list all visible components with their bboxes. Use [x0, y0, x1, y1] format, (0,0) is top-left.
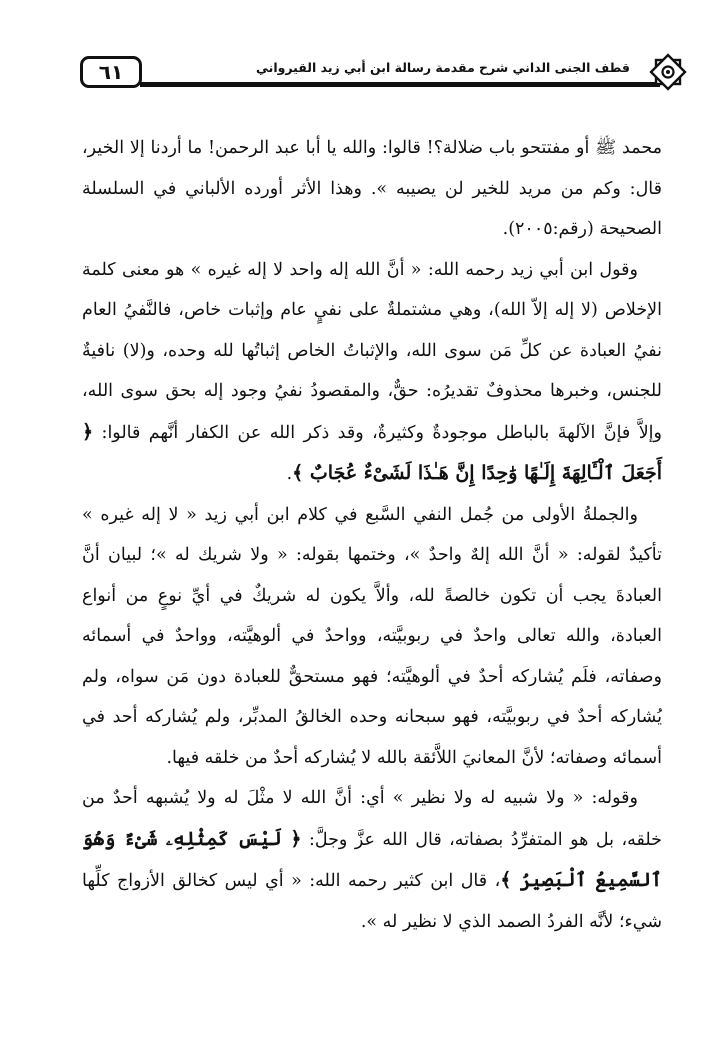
paragraph-p3	[82, 495, 662, 779]
running-title: قطف الجنى الداني شرح مقدمة رسالة ابن أبي زيد القيرواني	[256, 60, 630, 75]
paragraph-p4	[82, 778, 662, 942]
paragraph-text: وقول ابن أبي زيد رحمه الله: « أنَّ الله إله واحد لا إله غيره » هو معنى كلمة الإخلاص (لا إله إلاّ الله)، وهي مشتملةٌ على نفيٍ عام وإثبات خاص، فالنَّفيُ العام نفيُ العبادة عن كلِّ مَن سوى الله، والإثباتُ الخاص إثباتُها لله وحده، و(لا) نافيةٌ للجنس، وخبرها محذوفٌ تقديرُه: حقٌّ، والمقصودُ نفيُ وجود إله بحق سوى الله، وإلاَّ فإنَّ الآلهةَ بالباطل موجودةٌ وكثيرةٌ، وقد ذكر الله عن الكفار أنَّهم قالوا:	[82, 259, 662, 443]
quran-verse: ﴿ لَيْسَ كَمِثْلِهِۦ شَىْءٌ وَهُوَ ٱلسَّمِيعُ ٱلْبَصِيرُ ﴾	[82, 827, 662, 891]
star-ornament-icon	[648, 52, 688, 92]
paragraph-text: وقوله: « ولا شبيه له ولا نظير » أي: أنَّ الله لا مثْلَ له ولا يُشبهه أحدٌ من خلقه، بل هو المتفرِّدُ بصفاته، قال الله عزَّ وجلَّ:	[82, 788, 662, 850]
paragraph-p2	[82, 250, 662, 495]
page-number-box	[80, 56, 142, 88]
body-text	[82, 128, 662, 942]
paragraph-p1	[82, 128, 662, 250]
paragraph-text: محمد ﷺ أو مفتتحو باب ضلالة؟! قالوا: والله يا أبا عبد الرحمن! ما أردنا إلا الخير، قال: وكم من مريد للخير لن يصيبه ». وهذا الأثر أورده الألباني في السلسلة الصحيحة (رقم:٢٠٠٥).	[82, 138, 662, 239]
page-header	[80, 52, 660, 92]
paragraph-text: .	[286, 464, 293, 484]
quran-verse: ﴿ أَجَعَلَ ٱلْـَٔالِهَةَ إِلَـٰهًا وَٰحِدًا إِنَّ هَـٰذَا لَشَىْءٌ عُجَابٌ ﴾	[82, 420, 662, 484]
page-number: ٦١	[98, 60, 124, 84]
paragraph-text: ، قال ابن كثير رحمه الله: « أي ليس كخالق الأزواج كلِّها شيء؛ لأنَّه الفردُ الصمد الذي لا نظير له ».	[82, 871, 662, 932]
paragraph-text: والجملةُ الأولى من جُمل النفي السَّبع في كلام ابن أبي زيد « لا إله غيره » تأكيدٌ لقوله: « أنَّ الله إلهٌ واحدٌ »، وختمها بقوله: « ولا شريك له »؛ لبيان أنَّ العبادةَ يجب أن تكون خالصةً لله، وألاَّ يكون له شريكٌ في أيِّ نوعٍ من أنواع العبادة، والله تعالى واحدٌ في ربوبيَّته، وواحدٌ في ألوهيَّته، وواحدٌ في أسمائه وصفاته، فلَم يُشاركه أحدٌ في ألوهيَّته؛ فهو مستحقٌّ للعبادة دون مَن سواه، ولم يُشاركه أحدٌ في ربوبيَّته، فهو سبحانه وحده الخالقُ المدبِّر، ولم يُشاركه أحد في أسمائه وصفاته؛ لأنَّ المعانيَ اللاَّئقة بالله لا يُشاركه أحدٌ من خلقه فيها.	[82, 504, 662, 768]
header-rule	[140, 82, 660, 87]
